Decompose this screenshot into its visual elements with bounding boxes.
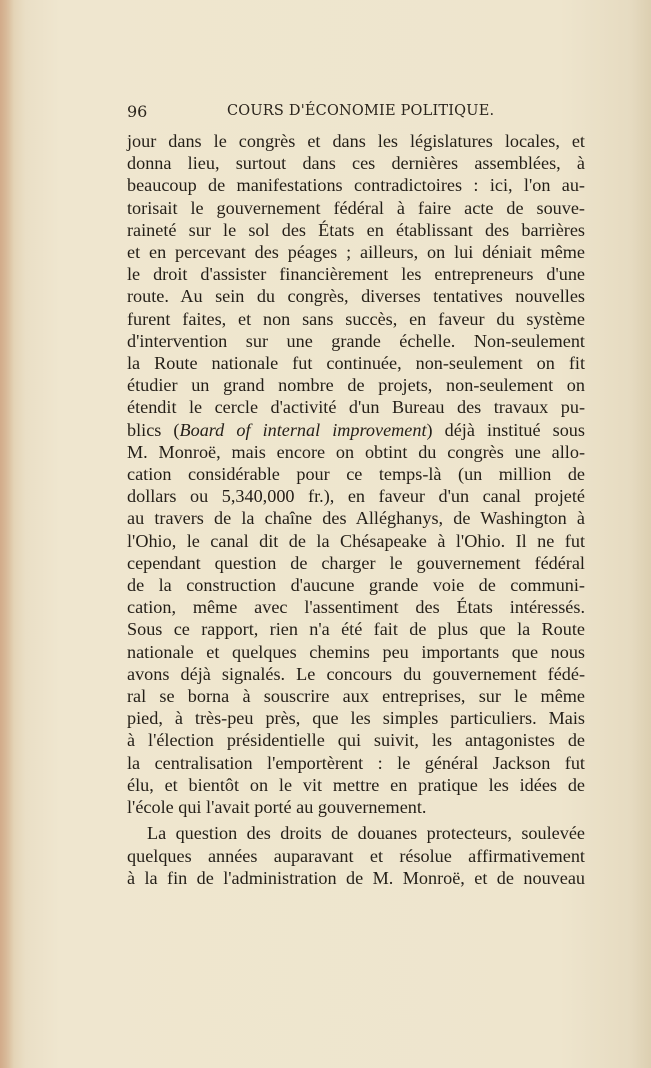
page-number: 96 — [127, 102, 148, 121]
text-line: au travers de la chaîne des Alléghanys, de Washington à — [127, 508, 585, 529]
text-line: l'école qui l'avait porté au gouvernement. — [127, 797, 427, 818]
text-line: quelques années auparavant et résolue affirmativement — [127, 845, 585, 866]
text-line: cependant question de charger le gouvernement fédéral — [127, 552, 585, 573]
paragraph-2 — [127, 822, 585, 889]
body-text — [127, 130, 585, 889]
text-line: étendit le cercle d'activité d'un Bureau des travaux pu- — [127, 397, 585, 418]
text-line: dollars ou 5,340,000 fr.), en faveur d'un canal projeté — [127, 486, 585, 507]
text-line: route. Au sein du congrès, diverses tentatives nouvelles — [127, 286, 585, 307]
text-line: le droit d'assister financièrement les entrepreneurs d'une — [127, 264, 585, 285]
page-header — [127, 102, 587, 124]
text-line-with-italic — [127, 419, 585, 441]
text-line: torisait le gouvernement fédéral à faire acte de souve- — [127, 197, 585, 218]
text-line: à l'élection présidentielle qui suivit, les antagonistes de — [127, 730, 585, 751]
text-line: M. Monroë, mais encore on obtint du congrès une allo- — [127, 441, 585, 462]
text-line: ral se borna à souscrire aux entreprises, sur le même — [127, 686, 585, 707]
text-line: la Route nationale fut continuée, non-seulement on fit — [127, 353, 585, 374]
text-line: jour dans le congrès et dans les législatures locales, et — [127, 131, 585, 151]
text-line: pied, à très-peu près, que les simples particuliers. Mais — [127, 708, 585, 729]
text-line: donna lieu, surtout dans ces dernières assemblées, à — [127, 153, 585, 174]
paragraph-1 — [127, 130, 585, 818]
text-line: à la fin de l'administration de M. Monroë, et de nouveau — [127, 867, 585, 888]
text-line: cation considérable pour ce temps-là (un million de — [127, 464, 585, 485]
text-line: et en percevant des péages ; ailleurs, on lui déniait même — [127, 242, 585, 263]
text-line: avons déjà signalés. Le concours du gouvernement fédé- — [127, 663, 585, 684]
text-line: de la construction d'aucune grande voie de communi- — [127, 575, 585, 596]
text-line: Sous ce rapport, rien n'a été fait de plus que la Route — [127, 619, 585, 640]
text-line: la centralisation l'emportèrent : le général Jackson fut — [127, 752, 585, 773]
text-line: nationale et quelques chemins peu importants que nous — [127, 641, 585, 662]
line-suffix: ) déjà institué sous — [426, 419, 585, 440]
text-line: furent faites, et non sans succès, en faveur du système — [127, 308, 585, 329]
line-prefix: blics ( — [127, 419, 180, 440]
text-line: élu, et bientôt on le vit mettre en pratique les idées de — [127, 774, 585, 795]
text-line: La question des droits de douanes protecteurs, soulevée — [147, 823, 585, 844]
italic-phrase: Board of internal improvement — [179, 419, 427, 440]
text-line: d'intervention sur une grande échelle. Non-seulement — [127, 330, 585, 351]
text-line: beaucoup de manifestations contradictoires : ici, l'on au- — [127, 175, 585, 196]
text-line: l'Ohio, le canal dit de la Chésapeake à l'Ohio. Il ne fut — [127, 530, 585, 551]
text-line: étudier un grand nombre de projets, non-seulement on — [127, 375, 585, 396]
text-line: cation, même avec l'assentiment des États intéressés. — [127, 597, 585, 618]
running-head: COURS D'ÉCONOMIE POLITIQUE. — [227, 103, 495, 119]
text-line: raineté sur le sol des États en établissant des barrières — [127, 219, 585, 240]
